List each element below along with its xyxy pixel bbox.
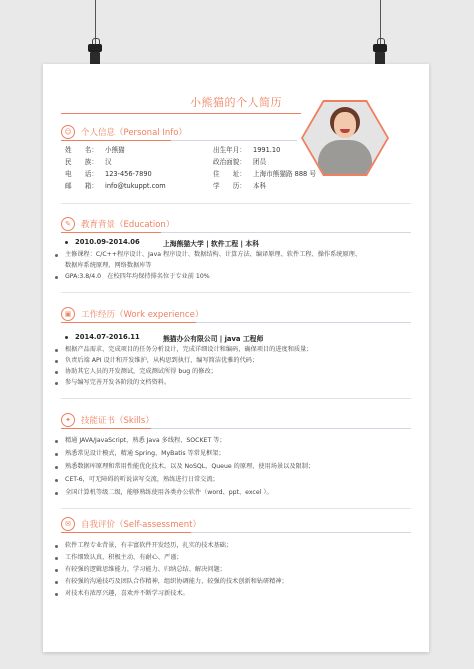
section-title-skills: 技能证书（Skills）	[81, 416, 154, 426]
section-skills-header	[61, 412, 411, 428]
education-item: 主修课程：C/C++程序设计、Java 程序设计、数据结构、计算方法、编译原理、软件工程、操作系统原理、	[65, 250, 361, 261]
info-degree: 学 历： 本科	[213, 182, 267, 190]
section-title-personal: 个人信息（Personal Info）	[81, 128, 187, 138]
info-phone: 电 话： 123-456-7890	[65, 170, 152, 178]
self-item: 有较强的沟通技巧及团队合作精神，组织协调能力，较强的技术创新和钻研精神；	[65, 577, 288, 588]
info-politics: 政治面貌： 团员	[213, 158, 267, 166]
info-name: 姓 名： 小熊猫	[65, 146, 125, 154]
divider	[61, 398, 411, 399]
work-item: 参与编写完善开发各阶段的文档资料。	[65, 378, 170, 389]
self-item: 有较强的逻辑思维能力，学习能力、归纳总结、解决问题；	[65, 565, 226, 576]
education-item-continued: 数据库系统原理、网络数据库等	[65, 262, 152, 269]
profile-photo-frame	[301, 100, 389, 176]
profile-photo	[303, 102, 387, 174]
section-title-education: 教育背景（Education）	[81, 220, 175, 230]
self-item: 工作细致认真、积极主动、有耐心、严谨；	[65, 553, 183, 564]
info-birth: 出生年月： 1991.10	[213, 146, 281, 154]
user-icon: ☺	[61, 125, 75, 139]
info-email: 邮 箱： info@tukuppt.com	[65, 182, 166, 190]
section-self-header	[61, 516, 411, 532]
certificate-icon: ✦	[61, 413, 75, 427]
skill-item: 熟悉数据库原理和常用性能优化技术，以及 NoSQL，Queue 的原理、使用场景以及限制；	[65, 462, 314, 473]
education-school: 上海熊猫大学 | 软件工程 | 本科	[163, 240, 259, 248]
briefcase-icon: ▣	[61, 307, 75, 321]
title-underline	[61, 113, 301, 114]
divider	[61, 292, 411, 293]
resume-title: 小熊猫的个人简历	[190, 96, 282, 109]
section-education-header	[61, 216, 411, 232]
skill-item: CET-6，可无障碍的听说读写交流，熟练进行日常交流；	[65, 475, 219, 486]
self-item: 对技术有浓厚兴趣，喜欢并不断学习新技术。	[65, 589, 189, 600]
education-item: GPA:3.8/4.0 在校四年均保持排名位于专业前 10%	[65, 272, 210, 283]
work-item: 根据产品需求，完成项目的任务分析设计，完成详细设计和编码，确保项目的进度和质量；	[65, 345, 313, 356]
skill-item: 熟悉常见设计模式，精通 Spring、MyBatis 等常见框架；	[65, 449, 225, 460]
divider	[61, 203, 411, 204]
divider	[61, 508, 411, 509]
work-item: 协助其它人员的开发测试，完成测试所得 bug 的修改；	[65, 367, 217, 378]
education-entry-dot	[65, 241, 68, 244]
education-period: 2010.09-2014.06	[75, 238, 140, 246]
section-title-work: 工作经历（Work experience）	[81, 310, 204, 320]
section-personal-header	[61, 124, 297, 140]
skill-item: 精通 JAVA/JavaScript，熟悉 Java 多线程，SOCKET 等；	[65, 436, 226, 447]
work-entry-dot	[65, 336, 68, 339]
info-address: 住 址： 上海市熊猫路 888 号	[213, 170, 316, 178]
section-title-self: 自我评价（Self-assessment）	[81, 520, 201, 530]
self-item: 软件工程专业背景，有丰富软件开发经历，扎实的技术基础；	[65, 541, 232, 552]
section-work-header	[61, 306, 411, 322]
chat-icon: ✉	[61, 517, 75, 531]
work-period: 2014.07-2016.11	[75, 333, 140, 341]
resume-sheet	[43, 64, 429, 652]
info-ethnic: 民 族： 汉	[65, 158, 112, 166]
book-icon: ✎	[61, 217, 75, 231]
skill-item: 全国计算机等级二级，能够熟练使用各类办公软件（word、ppt、excel ）。	[65, 488, 273, 499]
work-company: 熊猫办公有限公司 | java 工程师	[163, 335, 264, 343]
work-item: 负责后端 API 设计和开发维护，从构思到执行，编写简洁优雅的代码；	[65, 356, 258, 367]
